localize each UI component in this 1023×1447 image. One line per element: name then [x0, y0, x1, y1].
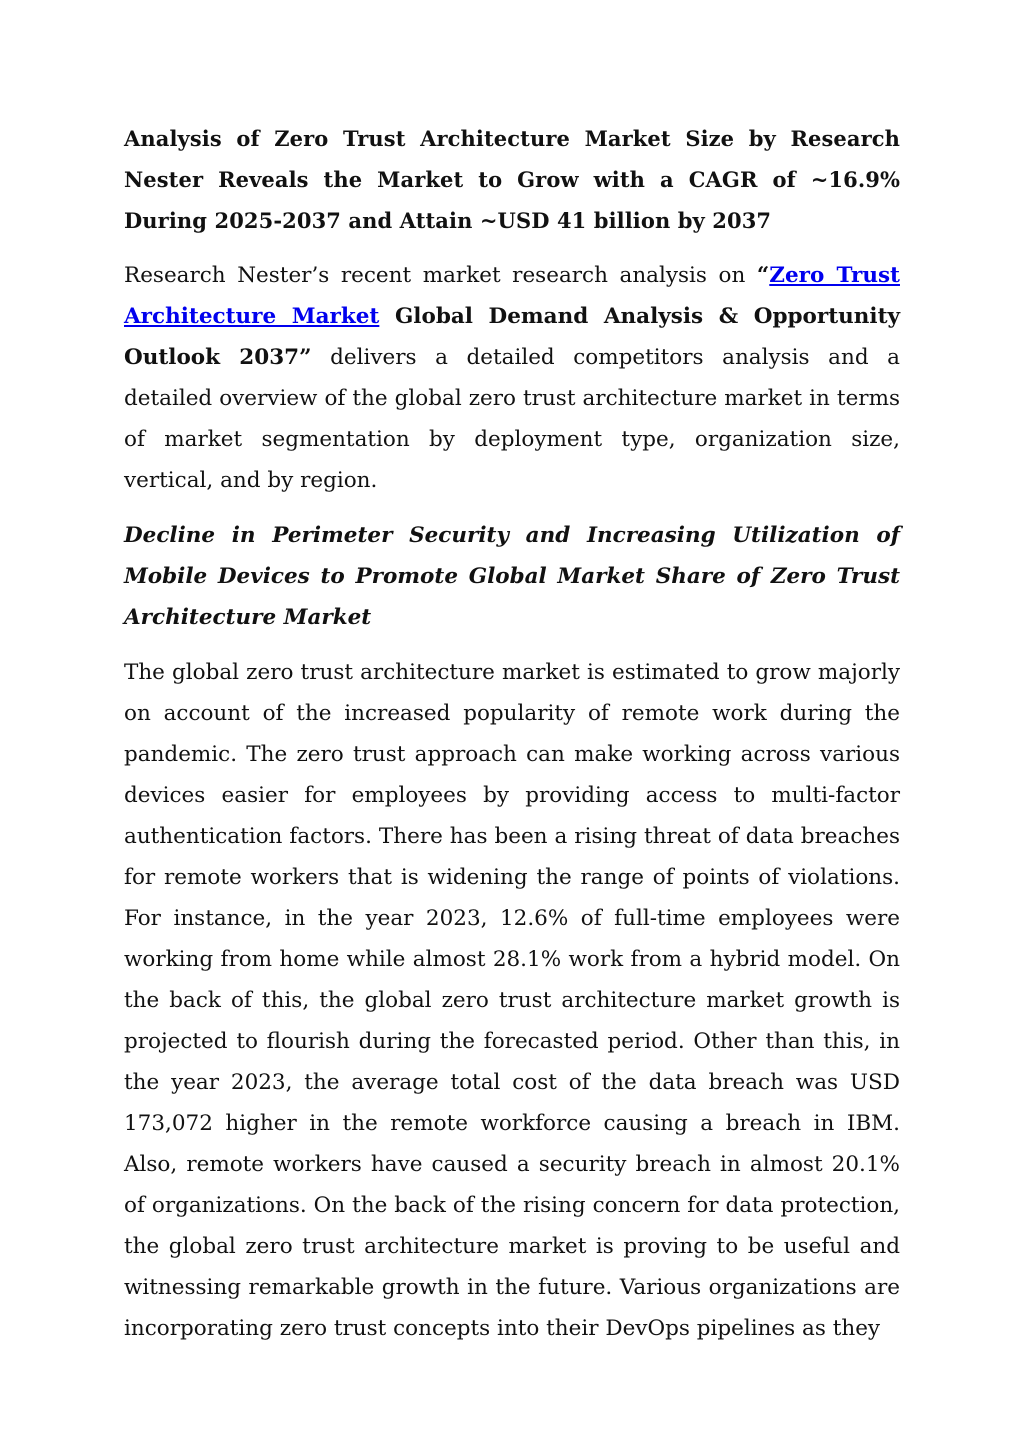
close-quote: ”: [299, 345, 312, 370]
open-quote: “: [756, 263, 770, 288]
market-report-link[interactable]: Zero Trust Architecture Market: [124, 263, 900, 329]
intro-lead-text: Research Nester’s recent market research analysis on: [124, 263, 757, 288]
report-title-rest: Global Demand Analysis & Opportunity Outlook 2037: [124, 304, 900, 370]
document-content: [124, 118, 900, 1349]
body-paragraph: The global zero trust architecture market is estimated to grow majorly on account of the increased popularity of remote work during the pandemic. The zero trust approach can make working across various devices easier for employees by providing access to multi-factor authentication factors. There has been a rising threat of data breaches for remote workers that is widening the range of points of violations. For instance, in the year 2023, 12.6% of full-time employees were working from home while almost 28.1% work from a hybrid model. On the back of this, the global zero trust architecture market growth is projected to flourish during the forecasted period. Other than this, in the year 2023, the average total cost of the data breach was USD 173,072 higher in the remote workforce causing a breach in IBM. Also, remote workers have caused a security breach in almost 20.1% of organizations. On the back of the rising concern for data protection, the global zero trust architecture market is proving to be useful and witnessing remarkable growth in the future. Various organizations are incorporating zero trust concepts into their DevOps pipelines as they: [124, 660, 900, 1341]
intro-paragraph: [124, 255, 900, 501]
intro-remainder: delivers a detailed competitors analysis and a detailed overview of the global zero trust architecture market in terms of market segmentation by deployment type, organization size, vertical, and by region.: [124, 345, 900, 493]
document-title: Analysis of Zero Trust Architecture Market Size by Research Nester Reveals the Market to Grow with a CAGR of ~16.9% During 2025-2037 and Attain ~USD 41 billion by 2037: [124, 126, 900, 233]
section-subheading: Decline in Perimeter Security and Increasing Utilization of Mobile Devices to Promote Global Market Share of Zero Trust Architecture Market: [124, 523, 900, 630]
